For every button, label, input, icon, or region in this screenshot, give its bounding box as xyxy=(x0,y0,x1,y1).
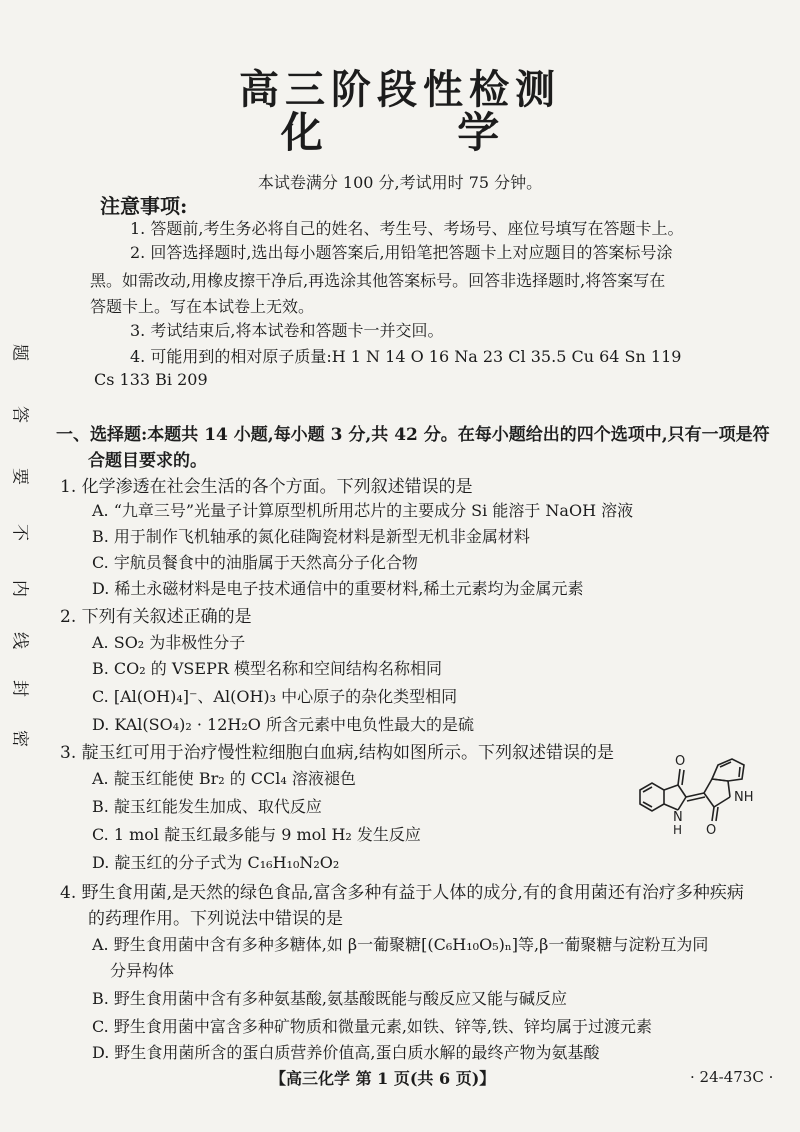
sidebar-char: 不 xyxy=(9,524,30,541)
question-4-option-c: C. 野生食用菌中富含多种矿物质和微量元素,如铁、锌等,铁、锌均属于过渡元素 xyxy=(92,1017,653,1036)
sidebar-char: 题 xyxy=(9,344,30,361)
question-1-option-d: D. 稀土永磁材料是电子技术通信中的重要材料,稀土元素均为金属元素 xyxy=(92,579,584,598)
sidebar-char: 封 xyxy=(9,680,30,697)
figure-label-o-bottom: O xyxy=(706,823,717,838)
question-3-option-d: D. 靛玉红的分子式为 C₁₆H₁₀N₂O₂ xyxy=(92,853,340,872)
question-4-option-a-line-1: A. 野生食用菌中含有多种多糖体,如 β一葡聚糖[(C₆H₁₀O₅)ₙ]等,β一葡聚糖与淀粉互为同 xyxy=(92,935,709,954)
question-2-option-d: D. KAl(SO₄)₂ · 12H₂O 所含元素中电负性最大的是硫 xyxy=(92,715,474,734)
sidebar-char: 答 xyxy=(9,406,30,423)
notice-heading: 注意事项: xyxy=(100,194,188,218)
sidebar-char: 内 xyxy=(9,580,30,597)
figure-label-o-top: O xyxy=(675,754,686,769)
question-3-option-a: A. 靛玉红能使 Br₂ 的 CCl₄ 溶液褪色 xyxy=(92,769,356,788)
question-3-option-c: C. 1 mol 靛玉红最多能与 9 mol H₂ 发生反应 xyxy=(92,825,421,844)
sidebar-char: 密 xyxy=(9,730,30,747)
question-4-option-d: D. 野生食用菌所含的蛋白质营养价值高,蛋白质水解的最终产物为氨基酸 xyxy=(92,1043,600,1062)
question-1-option-b: B. 用于制作飞机轴承的氮化硅陶瓷材料是新型无机非金属材料 xyxy=(92,527,530,546)
figure-label-n: N xyxy=(673,810,683,825)
exam-info: 本试卷满分 100 分,考试用时 75 分钟。 xyxy=(257,173,543,192)
question-1-option-c: C. 宇航员餐食中的油脂属于天然高分子化合物 xyxy=(92,553,418,572)
page-footer: 【高三化学 第 1 页(共 6 页)】 xyxy=(270,1069,496,1088)
figure-label-nh: NH xyxy=(734,790,754,805)
question-4-option-b: B. 野生食用菌中含有多种氨基酸,氨基酸既能与酸反应又能与碱反应 xyxy=(92,989,568,1008)
notice-line-2: 2. 回答选择题时,选出每小题答案后,用铅笔把答题卡上对应题目的答案标号涂 xyxy=(130,243,673,262)
indirubin-structure-figure xyxy=(630,735,780,840)
sidebar-char: 线 xyxy=(9,632,30,649)
notice-line-1: 1. 答题前,考生务必将自己的姓名、考生号、考场号、座位号填写在答题卡上。 xyxy=(130,219,684,238)
question-2-stem: 2. 下列有关叙述正确的是 xyxy=(60,607,252,627)
notice-line-7: Cs 133 Bi 209 xyxy=(94,370,208,389)
page-title: 高三阶段性检测 xyxy=(239,66,561,113)
figure-label-h: H xyxy=(673,823,683,837)
question-2-option-b: B. CO₂ 的 VSEPR 模型名称和空间结构名称相同 xyxy=(92,659,442,678)
question-3-stem: 3. 靛玉红可用于治疗慢性粒细胞白血病,结构如图所示。下列叙述错误的是 xyxy=(60,743,615,763)
sidebar-char: 要 xyxy=(9,468,30,485)
subject-title: 化 学 xyxy=(280,108,560,157)
question-1-stem: 1. 化学渗透在社会生活的各个方面。下列叙述错误的是 xyxy=(60,477,473,497)
section-heading-line-2: 合题目要求的。 xyxy=(88,451,207,471)
question-2-option-c: C. [Al(OH)₄]⁻、Al(OH)₃ 中心原子的杂化类型相同 xyxy=(92,687,458,706)
question-1-option-a: A. “九章三号”光量子计算原型机所用芯片的主要成分 Si 能溶于 NaOH 溶液 xyxy=(92,501,634,520)
question-3-option-b: B. 靛玉红能发生加成、取代反应 xyxy=(92,797,322,816)
notice-line-6: 4. 可能用到的相对原子质量:H 1 N 14 O 16 Na 23 Cl 35.5 Cu 64 Sn 119 xyxy=(130,347,682,366)
question-4-stem-line-2: 的药理作用。下列说法中错误的是 xyxy=(88,909,343,929)
notice-line-3: 黑。如需改动,用橡皮擦干净后,再选涂其他答案标号。回答非选择题时,将答案写在 xyxy=(90,271,666,290)
exam-code: · 24-473C · xyxy=(690,1068,774,1086)
notice-line-4: 答题卡上。写在本试卷上无效。 xyxy=(90,297,315,316)
notice-line-5: 3. 考试结束后,将本试卷和答题卡一并交回。 xyxy=(130,321,444,340)
question-2-option-a: A. SO₂ 为非极性分子 xyxy=(92,633,246,652)
question-4-stem-line-1: 4. 野生食用菌,是天然的绿色食品,富含多种有益于人体的成分,有的食用菌还有治疗多种疾病 xyxy=(60,883,744,903)
section-heading-line-1: 一、选择题:本题共 14 小题,每小题 3 分,共 42 分。在每小题给出的四个选项中,只有一项是符 xyxy=(56,425,770,445)
question-4-option-a-line-2: 分异构体 xyxy=(110,961,175,980)
